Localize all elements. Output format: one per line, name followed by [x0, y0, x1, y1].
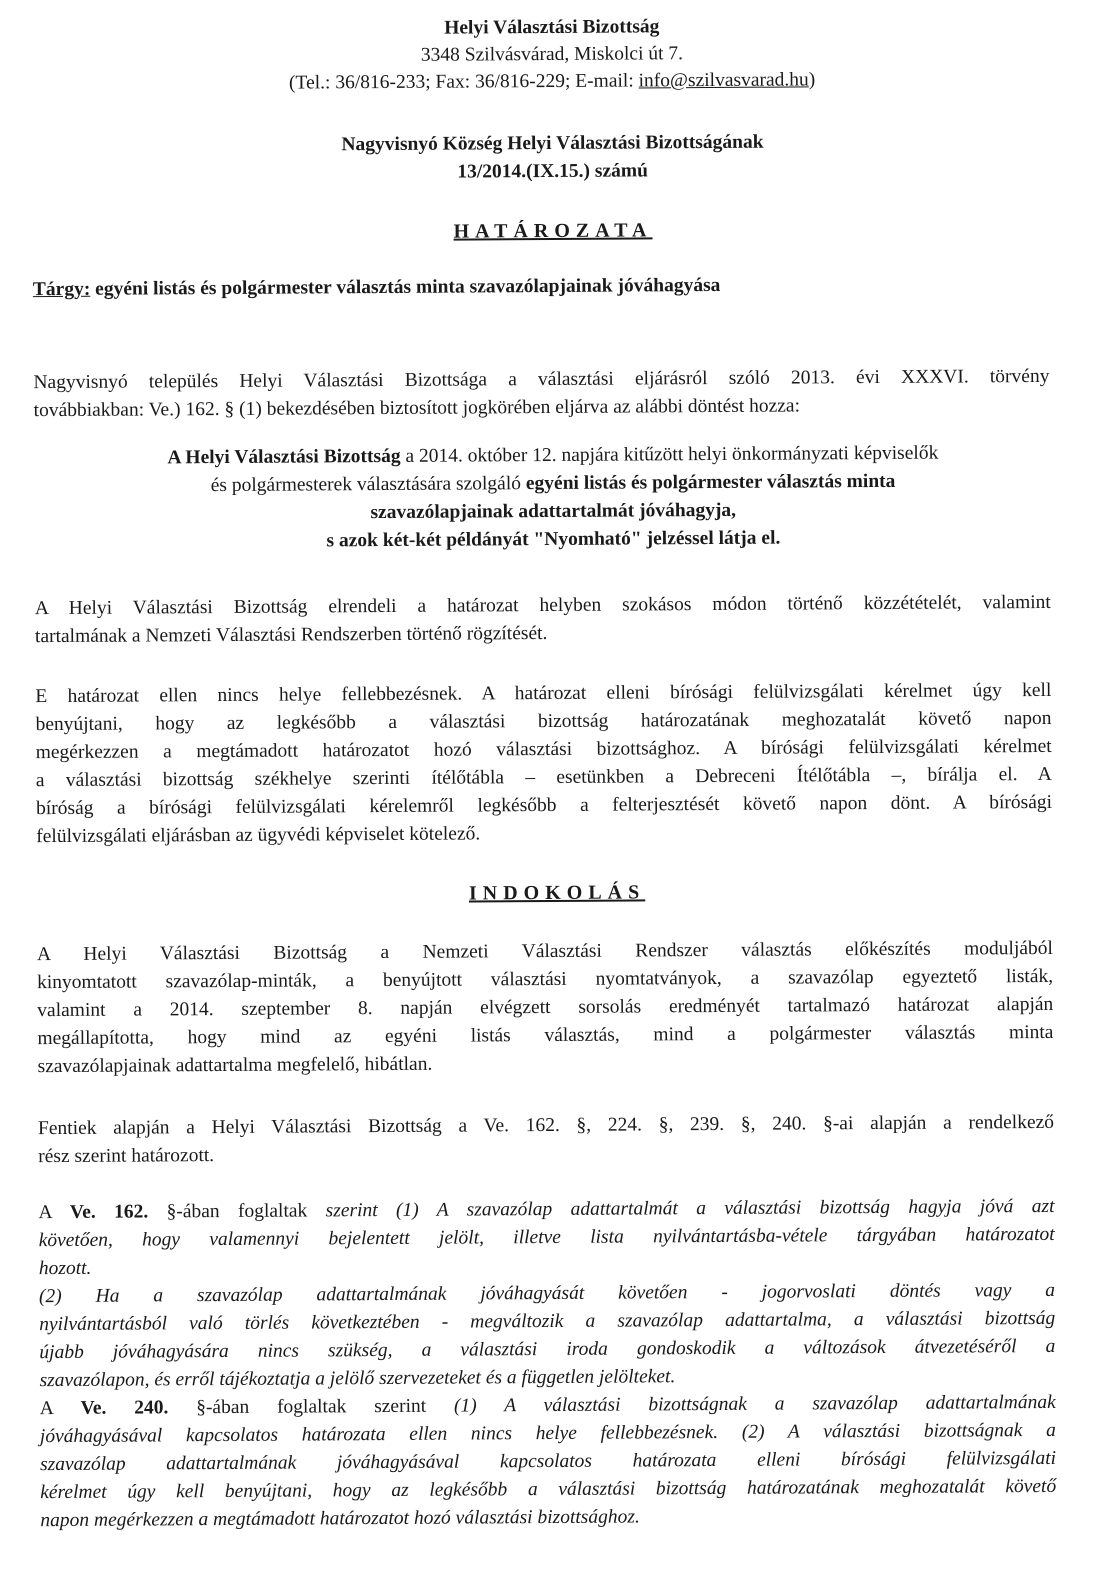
decision-title: HATÁROZATA [453, 219, 653, 243]
decision-number: 13/2014.(IX.15.) számú [457, 160, 649, 183]
ve162-line-7: szavazólapon, és erről tájékoztatja a jelölő szervezeteket és a független jelölteket. [39, 1366, 676, 1392]
intro-line-2: továbbiakban: Ve.) 162. § (1) bekezdésében biztosított jogkörében eljárva az alábbi döntést hozza: [33, 395, 801, 422]
ve240-line-2: jóváhagyásával kapcsolatos határozata ellen nincs helye fellebbezésnek. (2) A választási bizottságnak a [39, 1419, 1056, 1448]
reasoning-title: INDOKOLÁS [468, 881, 646, 905]
reasoning-p1-line-4: megállapította, hogy mind az egyéni listás választás, mind a polgármester választás minta [37, 1021, 1054, 1050]
ve162-line-2: követően, hogy valamennyi bejelentett jelölt, illetve lista nyilvántartásba-vétele tárgyában határozatot [38, 1223, 1055, 1252]
ve162-ref: Ve. 162. [69, 1201, 149, 1223]
ve240-text-1: (1) A választási bizottságnak a szavazólap adattartalmának [453, 1391, 1056, 1417]
decision-line-1-rest: a 2014. október 12. napjára kitűzött helyi önkormányzati képviselők [400, 442, 939, 467]
ve162-line-6: újabb jóváhagyására nincs szükség, a választási iroda gondoskodik a változások átvezetéséről a [39, 1335, 1056, 1364]
organization-name: Helyi Választási Bizottság [444, 16, 660, 39]
decision-line-2-rest: és polgármesterek választására szolgáló [210, 473, 526, 497]
publication-line-2: tartalmának a Nemzeti Választási Rendszerben történő rögzítését. [34, 623, 548, 648]
email-link[interactable]: info@szilvasvarad.hu [638, 69, 809, 92]
decision-heading [0, 127, 1109, 190]
decision-line-4: s azok két-két példányát "Nyomható" jelzéssel látja el. [326, 527, 781, 552]
decision-body-name: Nagyvisnyó Község Helyi Választási Bizottságának [341, 131, 764, 156]
reasoning-paragraph-2 [38, 1109, 1054, 1171]
ve240-ref: Ve. 240. [80, 1397, 169, 1419]
remedy-line-5: bíróság a bírósági felülvizsgálati kérelemről legkésőbb a felterjesztését követő napon dönt. A bírósági [35, 791, 1053, 820]
organization-address: 3348 Szilvásvárad, Miskolci út 7. [420, 43, 684, 66]
reasoning-p2-line-2: rész szerint határozott. [38, 1145, 215, 1168]
reasoning-p1-line-2: kinyomtatott szavazólap-minták, a benyújtott választási nyomtatványok, a szavazólap egyeztető listák, [37, 965, 1054, 994]
ve162-line-5: nyilvántartásból való törlés következtében - megváltozik a szavazólap adattartalma, a választási bizottság [39, 1307, 1056, 1336]
subject-line [33, 275, 721, 301]
reasoning-p1-line-3: valamint a 2014. szeptember 8. napján elvégzett sorsolás eredményét tartalmazó határozat alapján [37, 993, 1054, 1022]
publication-line-1: A Helyi Választási Bizottság elrendeli a határozat helyben szokásos módon történő közzétételét, valamint [34, 591, 1051, 620]
citation-block [38, 1193, 1056, 1535]
reasoning-p1-line-5: szavazólapjainak adattartalma megfelelő, hibátlan. [37, 1053, 433, 1078]
reasoning-paragraph-1 [37, 935, 1054, 1081]
publication-paragraph [35, 589, 1051, 651]
decision-line-3: szavazólapjainak adattartalmát jóváhagyja, [370, 499, 737, 524]
remedy-line-1: E határozat ellen nincs helye fellebbezésnek. A határozat elleni bírósági felülvizsgálati kérelmet úgy kell [35, 679, 1052, 708]
ve240-line-3: szavazólap adattartalmának jóváhagyásával kapcsolatos határozata elleni bírósági felülvizsgálati [39, 1447, 1057, 1476]
contact-prefix: (Tel.: 36/816-233; Fax: 36/816-229; E-mail: [288, 70, 639, 94]
remedy-line-4: a választási bizottság székhelye szerinti ítélőtábla – esetünkben a Debreceni Ítélőtábla –, bírálja el. A [35, 763, 1052, 792]
decision-line-2-bold: egyéni listás és polgármester választás minta [525, 470, 896, 495]
ve240-line-5: napon megérkezzen a megtámadott határozatot hozó választási bizottsághoz. [40, 1506, 640, 1532]
reasoning-p1-line-1: A Helyi Választási Bizottság a Nemzeti Választási Rendszer választás előkészítés moduljából [36, 937, 1053, 966]
intro-line-1: Nagyvisnyó település Helyi Választási Bizottsága a választási eljárásról szóló 2013. évi XXXVI. törvény [33, 365, 1050, 394]
subject-label: Tárgy: [32, 278, 91, 301]
contact-suffix: ) [808, 69, 816, 91]
decision-statement [58, 439, 1049, 557]
letterhead [0, 11, 1109, 99]
remedy-line-6: felülvizsgálati eljárásban az ügyvédi képviselet kötelező. [36, 823, 481, 848]
decision-line-1-bold: A Helyi Választási Bizottság [167, 445, 401, 469]
remedy-line-2: benyújtani, hogy az legkésőbb a választási bizottság határozatának meghozatalát követő napon [35, 707, 1052, 736]
reasoning-p2-line-1: Fentiek alapján a Helyi Választási Bizottság a Ve. 162. §, 224. §, 239. §, 240. §-ai alapján a rendelkező [37, 1111, 1055, 1140]
ve162-line-3: hozott. [38, 1257, 92, 1280]
intro-paragraph [33, 363, 1049, 425]
organization-contact [0, 65, 1109, 99]
ve240-line-4: kérelmet úgy kell benyújtani, hogy az legkésőbb a választási bizottság határozatának meghozatalát követő [40, 1475, 1057, 1504]
ve162-lead-post: §-ában foglaltak [148, 1200, 326, 1223]
ve162-lead-pre: A [38, 1201, 70, 1224]
ve162-text-1: szerint (1) A szavazólap adattartalmát a választási bizottság hagyja jóvá azt [325, 1195, 1055, 1222]
remedy-paragraph [35, 677, 1052, 851]
remedy-line-3: megérkezzen a megtámadott határozatot hozó választási bizottsághoz. A bírósági felülvizsgálati kérelmet [35, 735, 1052, 764]
subject-text: egyéni listás és polgármester választás minta szavazólapjainak jóváhagyása [90, 274, 721, 300]
ve240-lead-post: §-ában foglaltak szerint [168, 1395, 455, 1419]
ve240-lead-pre: A [39, 1397, 81, 1420]
ve162-line-4: (2) Ha a szavazólap adattartalmának jóváhagyását követően - jogorvoslati döntés vagy a [38, 1279, 1056, 1308]
